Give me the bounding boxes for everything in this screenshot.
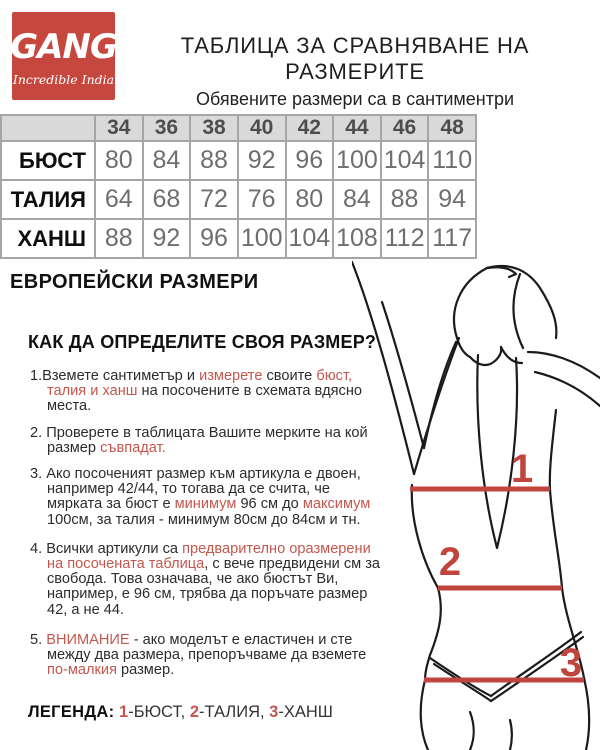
size-value-cell: 117 (428, 219, 476, 258)
figure-leg-left-outer (421, 680, 428, 750)
legend (28, 703, 333, 722)
size-value-cell: 96 (286, 141, 334, 180)
figure-arm-right-upper (528, 352, 600, 378)
instruction-number: 2. (30, 424, 43, 441)
size-table-body (1, 115, 476, 258)
instruction-text-red: измерете (199, 368, 263, 384)
figure-face-line (514, 274, 523, 348)
instruction-text-red: по-малкия (47, 662, 117, 679)
size-value-cell: 108 (333, 219, 381, 258)
size-table (0, 114, 477, 259)
instruction-text-red: ВНИМАНИЕ (46, 631, 130, 648)
instruction-text: , с вече предвидени см за свобода. Това означава, че ако бюстът Ви, например, е 96 см, трябва да поръчате размер 42, а не 44. (47, 556, 381, 618)
page-title: ТАБЛИЦА ЗА СРАВНЯВАНЕ НА РАЗМЕРИТЕ (180, 33, 530, 84)
size-value-cell: 92 (238, 141, 286, 180)
figure-hair-strand-v (477, 355, 517, 548)
size-value-cell: 104 (381, 141, 429, 180)
instruction-number: 5. (30, 631, 43, 648)
size-column-header: 36 (143, 115, 191, 141)
figure-neck (501, 347, 522, 363)
legend-item-number: 2 (189, 703, 199, 721)
instruction-text: 96 см до (236, 496, 303, 513)
legend-item-text: -БЮСТ, (128, 703, 190, 721)
size-value-cell: 80 (286, 180, 334, 219)
instruction-text-red: съвпадат. (100, 439, 166, 456)
brand-logo (12, 12, 115, 100)
size-value-cell: 96 (190, 219, 238, 258)
size-value-cell: 100 (238, 219, 286, 258)
size-table-row (1, 180, 476, 219)
european-sizes-heading: ЕВРОПЕЙСКИ РАЗМЕРИ (10, 271, 259, 293)
instruction-item (30, 467, 388, 528)
figure-bikini-right-accent (491, 637, 583, 701)
instructions-list (30, 369, 388, 689)
size-column-header: 48 (428, 115, 476, 141)
size-table-row (1, 141, 476, 180)
instruction-text: на посочените в схемата вдясно места. (47, 383, 363, 415)
figure-torso-right (550, 410, 584, 678)
brand-name: GANG (10, 26, 117, 67)
size-value-cell: 92 (143, 219, 191, 258)
instruction-item (30, 426, 388, 456)
size-value-cell: 104 (286, 219, 334, 258)
figure-chin (470, 347, 501, 365)
size-value-cell: 88 (190, 141, 238, 180)
instruction-text: Вземете сантиметър и (42, 368, 200, 384)
instruction-text-red: максимум (302, 496, 371, 513)
instruction-number: 4. (30, 540, 43, 557)
figure-hair-left (454, 268, 487, 357)
figure-leg-left-inner (470, 712, 474, 750)
instruction-number: 3. (30, 466, 43, 483)
figure-bikini-right (491, 632, 581, 696)
size-column-header: 44 (333, 115, 381, 141)
figure-hair-right (487, 266, 556, 338)
size-table-corner-cell (1, 115, 95, 141)
instruction-text-red: предварително оразмерени на посочената таблица (47, 540, 371, 573)
page-header (118, 33, 592, 110)
figure-arm-left-inner (382, 302, 424, 448)
instruction-number: 1. (30, 368, 43, 384)
size-value-cell: 64 (95, 180, 143, 219)
size-value-cell: 84 (333, 180, 381, 219)
size-column-header: 46 (381, 115, 429, 141)
size-value-cell: 94 (428, 180, 476, 219)
size-value-cell: 110 (428, 141, 476, 180)
size-value-cell: 100 (333, 141, 381, 180)
legend-item-text: -ТАЛИЯ, (199, 703, 270, 721)
size-table-row (1, 219, 476, 258)
size-column-header: 34 (95, 115, 143, 141)
page-subtitle: Обявените размери са в сантиментри (195, 89, 515, 109)
legend-items (119, 703, 333, 721)
instruction-text: - ако моделът е еластичен и сте между два размера, препоръчваме да вземете (47, 631, 367, 664)
figure-torso-left (412, 485, 441, 680)
size-value-cell: 76 (238, 180, 286, 219)
size-column-header: 42 (286, 115, 334, 141)
instruction-text: своите (262, 368, 317, 384)
figure-leg-right-outer (584, 678, 589, 750)
instruction-item (30, 369, 388, 415)
size-table-header-row (1, 115, 476, 141)
legend-item-number: 1 (119, 703, 129, 721)
instruction-text: размер. (116, 662, 175, 679)
instruction-item (30, 542, 388, 618)
instruction-text: 100см, за талия - минимум 80см до 84см и тн. (47, 511, 361, 528)
size-value-cell: 112 (381, 219, 429, 258)
legend-item-number: 3 (269, 703, 279, 721)
waist-measure-label: 2 (438, 540, 462, 584)
size-value-cell: 80 (95, 141, 143, 180)
measurement-row-label: ХАНШ (1, 219, 95, 258)
hips-measure-label: 3 (559, 641, 583, 685)
figure-forearm-left-outer (414, 338, 459, 474)
instruction-text-red: минимум (174, 496, 237, 513)
brand-tagline: Incredible India (12, 71, 115, 87)
instruction-text: Ако посоченият размер към артикула е двоен, например 42/44, то тогава да се счита, че мярката за бюст е (42, 466, 361, 513)
size-value-cell: 68 (143, 180, 191, 219)
size-column-header: 38 (190, 115, 238, 141)
size-value-cell: 72 (190, 180, 238, 219)
legend-item-text: -ХАНШ (278, 703, 333, 721)
instruction-text: Проверете в таблицата Вашите мерките на кой размер (42, 424, 368, 456)
woman-figure-drawing (352, 258, 600, 750)
how-to-heading: КАК ДА ОПРЕДЕЛИТЕ СВОЯ РАЗМЕР? (28, 332, 377, 352)
instruction-item (30, 633, 388, 679)
figure-bikini-left (430, 658, 491, 696)
figure-leg-right-inner (510, 720, 512, 750)
instruction-text: Всички артикули са (42, 540, 183, 557)
figure-bikini-left-accent (434, 664, 491, 701)
measurement-row-label: БЮСТ (1, 141, 95, 180)
figure-forearm-left-inner (424, 342, 456, 448)
size-value-cell: 88 (381, 180, 429, 219)
instruction-text-red: бюст, талия и ханш (47, 368, 353, 400)
measurement-diagram (352, 258, 600, 750)
size-value-cell: 88 (95, 219, 143, 258)
figure-hair-flick (487, 267, 516, 277)
size-column-header: 40 (238, 115, 286, 141)
legend-label: ЛЕГЕНДА: (28, 703, 115, 721)
measurement-row-label: ТАЛИЯ (1, 180, 95, 219)
bust-measure-label: 1 (510, 447, 534, 491)
size-value-cell: 84 (143, 141, 191, 180)
figure-arm-right-lower (535, 372, 600, 406)
